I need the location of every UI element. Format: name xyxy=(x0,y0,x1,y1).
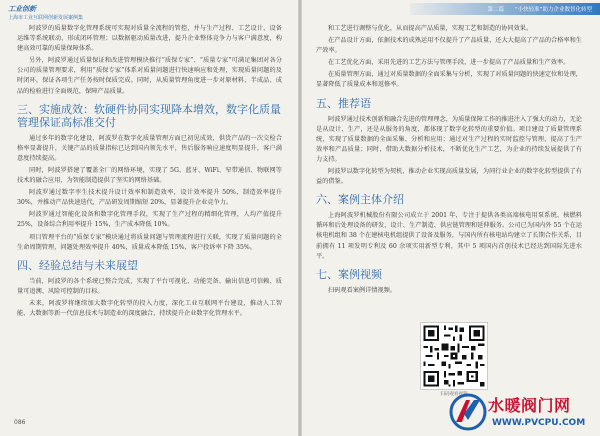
left-header-brand: 工业创新 xyxy=(8,5,36,13)
watermark-site-name: 水暖阀门网 xyxy=(488,396,571,415)
paragraph: 项目管理平台的“质保专家”模块通过将质量问题与管理流程进行关联，实现了质量问题的全生命周期管理，问题处理效率提升 40%，质量成本降低 15%，客户投诉率下降 35%。 xyxy=(17,233,282,251)
right-header-title: “小快轻准”助力企业数智化转型 xyxy=(514,7,592,13)
paragraph: 在工艺优化方面，采用先进的工艺方法与管理手段，进一步提高了产品质量和生产效率。 xyxy=(328,59,570,67)
paragraph: 在质量管理方面，通过对质量数据的全面采集与分析，实现了对质量问题的快速定位和处理，显著降低了质量成本和返修率。 xyxy=(316,71,582,89)
page-number: 086 xyxy=(14,419,26,426)
left-page xyxy=(0,0,298,436)
paragraph: 当前，阿波罗的各个系统已整合完成，实现了平台可视化、功能完备、输出信息可信赖、质量可追溯、风险可控制的目标。 xyxy=(17,277,282,295)
paragraph: 阿波罗通过智能化设备和数字化管理手段，实现了生产过程的精细化管理，人均产值提升 25%，设备综合利用率提升 15%，生产成本降低 10%。 xyxy=(17,211,282,229)
qr-code[interactable] xyxy=(420,322,488,390)
right-header-chapter: 第二篇 xyxy=(487,7,504,13)
left-header-subtitle: 上海市工业互联网创新发展案例集 xyxy=(8,15,84,21)
paragraph: 在产品设计方面，依据技术的成熟运用不仅提升了产品质量，还大大提高了产品的合格率和生产效率。 xyxy=(316,37,582,55)
section-heading-4: 四、经验总结与未来展望 xyxy=(17,258,138,272)
left-running-header xyxy=(6,4,176,24)
section-heading-6: 六、案例主体介绍 xyxy=(316,193,404,207)
watermark-url: WWW.PVCPU.COM xyxy=(492,418,586,428)
right-running-header xyxy=(410,3,600,15)
paragraph: 扫码观看案例详情视频。 xyxy=(328,286,397,294)
paragraph: 未来，阿波罗将继续加大数字化转型的投入力度，深化工业互联网平台建设，推动人工智能、大数据等新一代信息技术与制造业的深度融合，持续提升企业数字化管理水平。 xyxy=(17,299,282,317)
section-heading-7: 七、案例视频 xyxy=(316,267,382,281)
paragraph: 和工艺进行调整与优化，从而提高产品质量，实现工艺和制造的协同效果。 xyxy=(328,25,533,32)
paragraph: 阿波罗以数字化转型为契机，推动企业实现高质量发展，为同行业企业的数字化转型提供了有益的借鉴。 xyxy=(316,168,582,186)
paragraph: 阿波罗通过技术创新和融合先进的管理理念，为质量保障工作的推进注入了强大的动力，无论是从设计、生产，还是从服务的角度，都体现了数字化转型的重要价值。项目建设了质量管理系统，实现了质量数据的全面采集、分析和应用；通过对生产过程的实时监控与管理，提高了生产效率和产品质量；同时，借助大数据分析技术，不断优化生产工艺，为企业的持续发展提供了有力支持。 xyxy=(316,115,582,163)
paragraph: 阿波罗通过数字孪生技术提升设计效率和制造效率，设计效率提升 50%，制造效率提升 30%，并推动产品快速迭代，产品研发周期缩短 20%，显著提升企业竞争力。 xyxy=(17,189,282,207)
qr-code-icon xyxy=(421,323,487,389)
paragraph: 阿波罗的质量数字化管理系统可实现对质量全流程的管控，并与生产过程、工艺设计、设备运维等系统联动，形成闭环管理；以数据驱动质量改进，提升企业整体竞争力与客户满意度，构建高效可靠的质量保障体系。 xyxy=(17,25,282,53)
section-heading-5: 五、推荐语 xyxy=(316,96,371,110)
pv-logo-icon xyxy=(448,392,488,432)
section-heading-3: 三、实施成效：软硬件协同实现降本增效，数字化质量管理保证高标准交付 xyxy=(17,102,281,129)
qr-caption: 扫码观看视频 xyxy=(440,392,468,397)
site-watermark xyxy=(448,392,600,436)
paragraph: 同时，阿波罗搭建了覆盖全厂的网络环境，实现了 5G、蓝牙、WiFi、窄带通信、物联网等技术的融合应用，为智能制造提供了坚实的网络基础。 xyxy=(17,166,282,185)
paragraph: 另外，阿波罗通过质量保证和改进管理模块推行“质保专家”、“质量专家”可满足集团对各分公司的质量管理要求，利用“质保专家”体系对质量问题进行快速响应和处理，实现质量问题的及时闭环，保证各项生产任务按时保质完成。同时，从质量管理角度进一步对原材料、半成品、成品的检验进行全面规范，保障产品质量。 xyxy=(17,57,282,95)
paragraph: 通过多年的数字化建设，阿波罗在数字化质量管理方面已初见成效，供货产品的一次交检合格率显著提升，关键产品的质量指标已达到国内领先水平，售后服务响应速度明显提升，客户满意度持续提高。 xyxy=(17,134,282,162)
paragraph: 上海阿波罗机械股份有限公司成立于 2001 年，专注于提供各类高端核电用泵系统、核燃料循环和后处理设备的研发、设计、生产制造、供应链管理和延伸服务。公司已为国内外 55 个在运核电机组和 38 个在建核电机组提供了设备及服务，与国内所有核电站均建立了长期合作关系，目前拥有 11 项发明专利及 60 余项实用新型专利，其中 5 项国内首创技术已经达到国际先进水平。 xyxy=(316,212,582,260)
